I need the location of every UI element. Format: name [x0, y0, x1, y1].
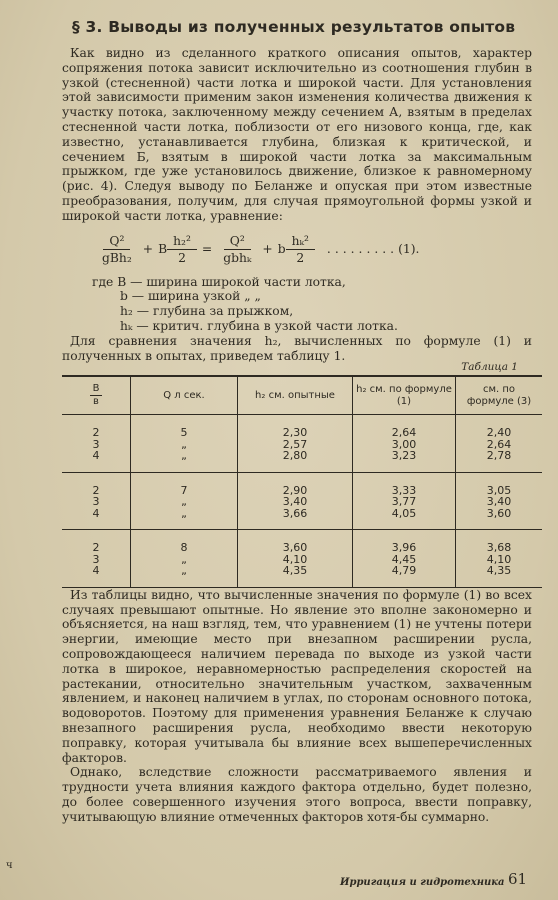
cell-h-f1: 3,00	[391, 437, 417, 451]
cell-ratio: 4	[92, 506, 100, 520]
fraction-term-1	[96, 234, 138, 265]
cell-h-exp: 4,35	[282, 564, 308, 578]
cell-q: „	[181, 437, 187, 451]
term-2-denominator: 2	[178, 250, 186, 265]
term-2-numerator: h₂²	[167, 234, 197, 250]
cell-ratio: 3	[92, 552, 100, 566]
table-row-group-3	[62, 530, 542, 588]
term-4-denominator: 2	[296, 250, 305, 265]
cell-q: „	[181, 564, 187, 578]
cell-ratio: 2	[92, 426, 100, 440]
cell-h-f3: 3,60	[486, 506, 512, 520]
cell-h-f1: 3,23	[391, 449, 417, 463]
paragraph-analysis: Из таблицы видно, что вычисленные значения по формуле (1) во всех случаях превышают опытные. Но явление это вполне закономерно и объясняется, на наш взгляд, тем, что уравнением (1) не учтены потери энергии, имеющие место при внезапном расширении русла, сопровождающееся наличием перевада по выходе из узкой части лотка в широкое, неравномерностью распределения скоростей на растекании, относительно значительным участком, захваченным явлением, и наконец наличием в углах, по сторонам основного потока, водоворотов. Поэтому для применения уравнения Беланже к случаю внезапного расширения русла, необходимо ввести некоторую поправку, которая учитывала бы влияние всех вышеперечисленных факторов.	[62, 587, 532, 765]
term-4-numerator: hₖ²	[286, 234, 315, 250]
fraction-term-4	[286, 234, 315, 265]
definition-h2: h₂ — глубина за прыжком,	[120, 304, 294, 319]
table-row-group-2	[62, 472, 542, 530]
cell-ratio: 4	[92, 449, 100, 463]
cell-h-f3: 3,68	[486, 541, 512, 555]
term-1-numerator: Q²	[103, 234, 130, 250]
cell-h-exp: 2,90	[282, 483, 308, 497]
table-header-row	[62, 376, 542, 415]
plus-sign: +	[142, 242, 154, 257]
header-h-exp: h₂ см. опытные	[238, 376, 353, 415]
cell-h-f3: 2,78	[486, 449, 512, 463]
running-footer: Ирригация и гидротехника	[340, 877, 505, 888]
cell-q: 5	[180, 426, 188, 440]
cell-h-f1: 3,33	[391, 483, 417, 497]
cell-h-f1: 3,96	[391, 541, 417, 555]
term-1-denominator: gBh₂	[102, 250, 132, 265]
cell-q: „	[181, 506, 187, 520]
table-row-group-1	[62, 415, 542, 473]
table-caption: Таблица 1	[461, 361, 518, 374]
cell-h-f1: 2,64	[391, 426, 417, 440]
term-3-denominator: gbhₖ	[223, 250, 252, 265]
cell-h-f3: 4,10	[486, 552, 512, 566]
definition-b: b — ширина узкой „ „	[120, 289, 261, 304]
cell-ratio: 2	[92, 541, 100, 555]
page-number: 61	[508, 870, 528, 888]
cell-h-exp: 2,80	[282, 449, 308, 463]
cell-h-exp: 2,57	[282, 437, 308, 451]
cell-h-exp: 3,66	[282, 506, 308, 520]
cell-q: 7	[180, 483, 188, 497]
leader-dots: .........	[326, 242, 399, 257]
cell-h-f1: 4,45	[391, 552, 417, 566]
header-ratio-bottom: в	[93, 396, 99, 408]
term-3-numerator: Q²	[224, 234, 251, 250]
cell-q: 8	[180, 541, 188, 555]
equation-number: (1).	[398, 242, 420, 257]
fraction-term-3	[217, 234, 257, 265]
paragraph-intro: Как видно из сделанного краткого описания опытов, характер сопряжения потока зависит исключительно из соотношения глубин в узкой (стесненной) части лотка и широкой части. Для установления этой зависимости применим закон изменения количества движения к участку потока, заключенному между сечением А, взятым в пределах стесненной части лотка, поблизости от его низового конца, где, как известно, устанавливается глубина, близкая к критической, и сечением Б, взятым в широкой части лотка за максимальным прыжком, где уже установилось движение, близкое к равномерному (рис. 4). Следуя выводу по Беланже и опуская при этом известные преобразования, получим, для случая прямоугольной формы узкой и широкой части лотка, уравнение:	[62, 46, 532, 223]
cell-h-f1: 4,05	[391, 506, 417, 520]
fraction-term-2	[167, 234, 197, 265]
symbol-definitions	[92, 275, 532, 334]
cell-h-f1: 3,77	[391, 495, 417, 509]
cell-h-exp: 3,40	[282, 495, 308, 509]
plus-sign-2: +	[262, 242, 273, 257]
cell-h-f3: 3,05	[486, 483, 512, 497]
cell-q: „	[181, 495, 187, 509]
equals-sign: =	[201, 242, 213, 257]
cell-h-f3: 4,35	[486, 564, 512, 578]
header-ratio-top: B	[90, 383, 103, 396]
cell-h-exp: 4,10	[282, 552, 308, 566]
cell-ratio: 2	[92, 483, 100, 497]
definition-hk: hₖ — критич. глубина в узкой части лотка.	[120, 318, 398, 333]
section-heading: § 3. Выводы из полученных результатов опытов	[72, 18, 516, 36]
cell-q: „	[181, 449, 187, 463]
cell-h-exp: 2,30	[282, 426, 308, 440]
header-h-f3: см. по формуле (3)	[456, 376, 543, 415]
cell-h-f1: 4,79	[391, 564, 417, 578]
cell-h-f3: 3,40	[486, 495, 512, 509]
header-q: Q л сек.	[131, 376, 238, 415]
cell-ratio: 4	[92, 564, 100, 578]
equation-1	[96, 234, 532, 265]
results-table	[62, 375, 542, 588]
cell-q: „	[181, 552, 187, 566]
cell-h-f3: 2,64	[486, 437, 512, 451]
paragraph-compare: Для сравнения значения h₂, вычисленных по формуле (1) и полученных в опытах, приведем таблицу 1.	[62, 333, 532, 363]
coef-b: b	[277, 242, 286, 257]
definition-B: где B — ширина широкой части лотка,	[92, 274, 346, 289]
header-ratio	[62, 376, 131, 415]
cell-ratio: 3	[92, 437, 100, 451]
header-h-f1: h₂ см. по формуле (1)	[353, 376, 456, 415]
margin-mark: ч	[6, 860, 13, 871]
coef-B: B	[158, 242, 168, 257]
paragraph-conclusion: Однако, вследствие сложности рассматриваемого явления и трудности учета влияния каждого фактора отдельно, будет полезно, до более совершенного изучения этого вопроса, ввести поправку, учитывающую влияние отмеченных факторов хотя-бы суммарно.	[62, 765, 532, 824]
cell-h-f3: 2,40	[486, 426, 512, 440]
cell-ratio: 3	[92, 495, 100, 509]
cell-h-exp: 3,60	[282, 541, 308, 555]
